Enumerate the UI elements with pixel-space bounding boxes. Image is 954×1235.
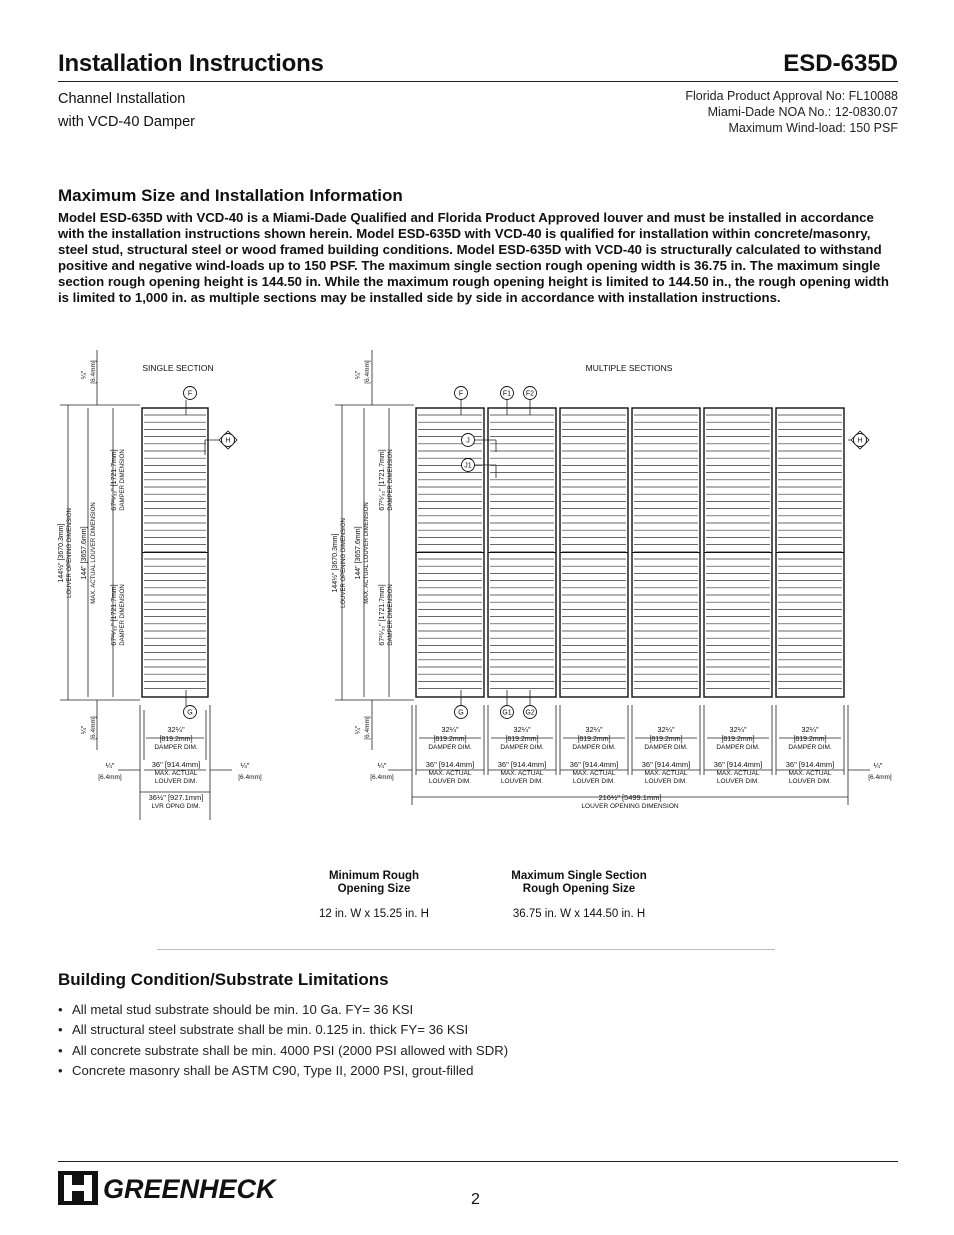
list-item: • Concrete masonry shall be ASTM C90, Type II, 2000 PSI, grout-filled [58,1061,508,1081]
dimension-label: 36" [914.4mm] [569,760,619,769]
dimension-label: MAX. ACTUAL [154,770,198,777]
installation-drawing [0,340,954,820]
damper-width-label: 32¼" [167,725,185,734]
min-opening-value: 12 in. W x 15.25 in. H [319,908,429,920]
section-heading-substrate: Building Condition/Substrate Limitations [58,970,389,989]
louver-height-caption: MAX. ACTUAL LOUVER DIMENSION [91,502,97,604]
max-opening-heading-1: Maximum Single Section [511,870,647,882]
header-divider [58,81,898,82]
dimension-label: [819.2mm] [793,736,827,743]
dimension-label: 36" [914.4mm] [785,760,835,769]
callout-j1: J1 [464,462,472,470]
dimension-label: DAMPER DIM. [500,744,544,751]
dimension-label: ¼" [105,761,115,770]
damper-height-label: 67²⁵⁄₃₂" [1721.7mm] [111,584,118,646]
dimension-label: 36" [914.4mm] [425,760,475,769]
dimension-label: 32¼" [441,725,459,734]
dimension-label: LOUVER DIM. [572,778,616,785]
dimension-label: LOUVER OPENING DIMENSION [581,803,679,810]
dimension-label: LOUVER OPENING DIMENSION [341,518,347,608]
footer-divider [58,1161,898,1162]
model-number: ESD-635D [783,50,898,77]
gap-mm-label: [6.4mm] [90,360,97,384]
min-opening-column [300,870,448,920]
single-opening-width-label: 36½" [927.1mm] [148,793,204,802]
callout-g1: G1 [502,709,512,717]
dimension-label: ¼" [355,725,362,735]
greenheck-mark-icon [58,1171,98,1205]
louver-panels [142,408,844,697]
damper-height-label: 67²⁵⁄₃₂" [1721.7mm] [111,449,118,511]
dimension-label: [819.2mm] [159,736,193,743]
louver-width-label: 36" [914.4mm] [151,760,201,769]
dimension-label: ¼" [240,761,250,770]
dimension-label: [6.4mm] [238,774,262,781]
dimension-label: 144" [3657.6mm] [355,526,362,580]
dimension-label: DAMPER DIMENSION [388,449,394,511]
dimension-label: DAMPER DIM. [716,744,760,751]
dimension-label: [819.2mm] [505,736,539,743]
dimension-label: 32¼" [585,725,603,734]
dimension-label: 36" [914.4mm] [497,760,547,769]
dimension-label: DAMPER DIM. [428,744,472,751]
dimension-label: 144½" [3670.3mm] [332,533,339,593]
max-opening-heading-2: Rough Opening Size [522,883,636,895]
gap-mm-label: [6.4mm] [90,716,97,740]
dimension-label: LOUVER DIM. [716,778,760,785]
single-section-title: SINGLE SECTION [142,363,214,373]
dimension-label: MAX. ACTUAL [428,770,472,777]
callout-f1: F1 [502,390,512,398]
dimension-label: [819.2mm] [577,736,611,743]
opening-height-label: 144½" [3670.3mm] [58,523,65,583]
multi-opening-width-label: 216½" [5499.1mm] [598,793,662,802]
dimension-label: LOUVER DIM. [500,778,544,785]
callout-g: G [458,709,464,717]
damper-height-caption: DAMPER DIMENSION [120,584,126,646]
miami-dade-noa: Miami-Dade NOA No.: 12-0830.07 [707,105,898,119]
dimension-label: [819.2mm] [433,736,467,743]
dimension-label: DAMPER DIM. [788,744,832,751]
dimension-label: ¼" [873,761,883,770]
section-heading-max-size: Maximum Size and Installation Information [58,186,403,205]
dimension-label: 32¼" [657,725,675,734]
callout-f: F [187,390,193,398]
dimension-label: MAX. ACTUAL LOUVER DIMENSION [364,502,370,604]
page-title: Installation Instructions [58,50,324,77]
max-opening-column [489,870,669,920]
approval-info [685,88,898,136]
callout-h: H [225,437,231,445]
dimension-label: 36" [914.4mm] [713,760,763,769]
dimension-label: MAX. ACTUAL [788,770,832,777]
callout-f2: F2 [525,390,535,398]
dimension-label: DAMPER DIM. [154,744,198,751]
dimension-label: DAMPER DIMENSION [388,584,394,646]
callout-g: G [187,709,193,717]
intro-paragraph: Model ESD-635D with VCD-40 is a Miami-Dade Qualified and Florida Product Approved louver and must be installed in accordance with the installation instructions shown herein. Model ESD-635D with VCD-40 is qualified for installation within concrete/masonry, steel stud, structural steel or wood framed building conditions. Model ESD-635D with VCD-40 is structurally calculated to withstand positive and negative wind-loads up to 150 PSF. The maximum single section rough opening width is 36.75 in. The maximum single section rough opening height is 144.50 in. While the maximum rough opening height is limited to 144.50 in., the rough opening width is limited to 1,000 in. as multiple sections may be installed side by side in accordance with installation instructions. [58,210,889,305]
dimension-label: [6.4mm] [98,774,122,781]
dimension-label: ¼" [355,370,362,380]
min-opening-heading-1: Minimum Rough [328,870,420,882]
dimension-label: MAX. ACTUAL [716,770,760,777]
list-item: • All structural steel substrate shall be min. 0.125 in. thick FY= 36 KSI [58,1020,508,1040]
dimension-label: 67²⁵⁄₃₂" [1721.7mm] [379,449,386,511]
callout-f: F [458,390,464,398]
subtitle-line-1: Channel Installation [58,91,186,107]
section-divider [157,949,775,950]
dimension-label: 32¼" [801,725,819,734]
dimension-label: ¼" [377,761,387,770]
callout-j: J [466,437,470,445]
max-opening-value: 36.75 in. W x 144.50 in. H [512,908,646,920]
gap-label: ¼" [81,725,88,735]
dimension-label: [819.2mm] [649,736,683,743]
dimension-label: 36" [914.4mm] [641,760,691,769]
dimension-label: [6.4mm] [868,774,892,781]
page-number: 2 [471,1191,480,1208]
dimension-label: 32¼" [513,725,531,734]
callout-g2: G2 [525,709,535,717]
dimension-label: LVR OPNG DIM. [151,803,201,810]
dimension-label: [6.4mm] [364,360,371,384]
dimension-label: MAX. ACTUAL [500,770,544,777]
louver-height-label: 144" [3657.6mm] [81,526,88,580]
dimension-label: MAX. ACTUAL [644,770,688,777]
dimension-label: 67²⁵⁄₃₂" [1721.7mm] [379,584,386,646]
substrate-limitations-list [58,1000,508,1081]
dimension-label: DAMPER DIM. [644,744,688,751]
gap-label: ¼" [81,370,88,380]
callout-h: H [857,437,863,445]
list-item: • All metal stud substrate should be min. 10 Ga. FY= 36 KSI [58,1000,508,1020]
multiple-sections-title: MULTIPLE SECTIONS [585,363,673,373]
dimension-label: LOUVER DIM. [644,778,688,785]
max-wind-load: Maximum Wind-load: 150 PSF [728,121,898,135]
min-opening-heading-2: Opening Size [337,883,411,895]
subtitle-line-2: with VCD-40 Damper [58,114,195,130]
dimension-label: [819.2mm] [721,736,755,743]
dimension-label: [6.4mm] [370,774,394,781]
dimension-label: 32¼" [729,725,747,734]
damper-height-caption: DAMPER DIMENSION [120,449,126,511]
brand-wordmark: GREENHECK [103,1174,276,1204]
dimension-label: DAMPER DIM. [572,744,616,751]
installation-subtitle [58,88,195,134]
opening-height-caption: LOUVER OPENING DIMENSION [67,508,73,598]
list-item: • All concrete substrate shall be min. 4000 PSI (2000 PSI allowed with SDR) [58,1041,508,1061]
florida-approval: Florida Product Approval No: FL10088 [685,89,898,103]
dimension-label: MAX. ACTUAL [572,770,616,777]
dimension-label: LOUVER DIM. [154,778,198,785]
greenheck-logo [58,1167,288,1216]
dimension-label: [6.4mm] [364,716,371,740]
dimension-label: LOUVER DIM. [428,778,472,785]
dimension-label: LOUVER DIM. [788,778,832,785]
